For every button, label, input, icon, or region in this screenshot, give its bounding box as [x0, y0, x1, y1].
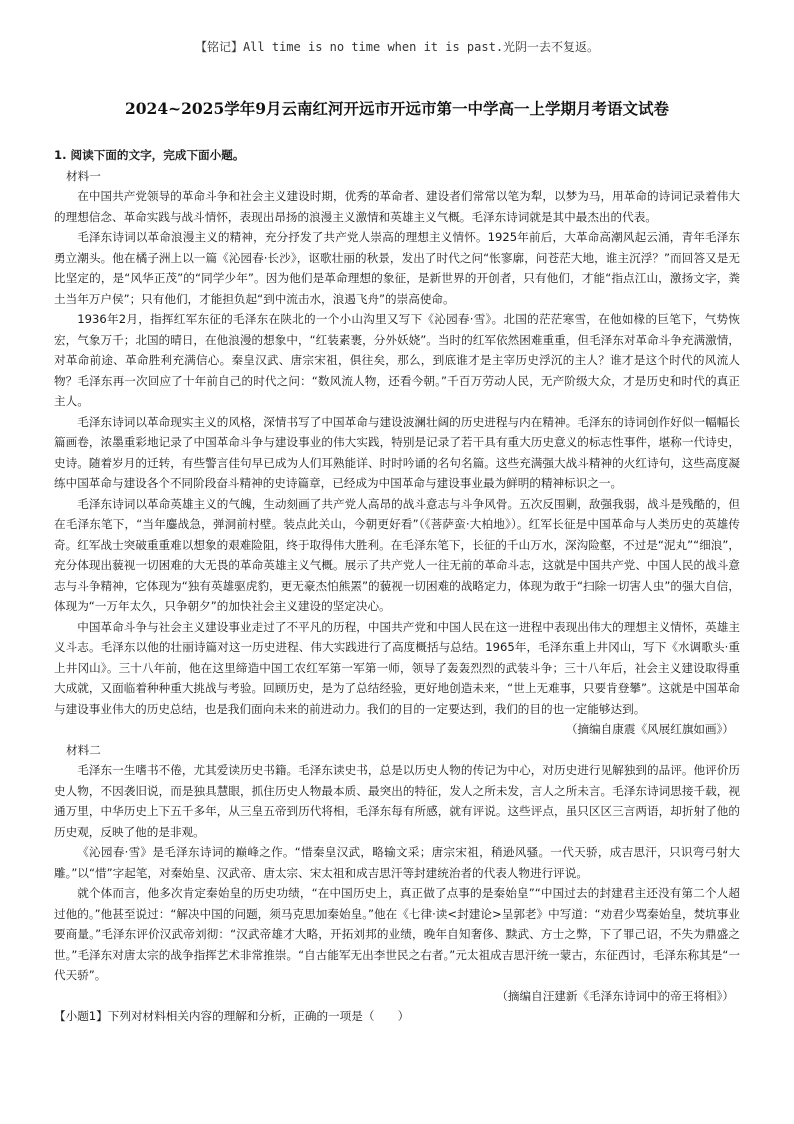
material-1-source: （摘编自康震《风展红旗如画》） — [565, 722, 734, 736]
material-2-paragraph: 就个体而言，他多次肯定秦始皇的历史功绩，“在中国历史上，真正做了点事的是秦始皇”“中国过去的封建君主还没有第二个人超过他的。”他甚至说过：“解决中国的问题，须马克思加秦始皇。”他在《七律·读<封建论>呈郭老》中写道：“劝君少骂秦始皇，焚坑事业要商量。”毛泽东评价汉武帝刘彻：“汉武帝雄才大略，开拓刘邦的业绩，晚年自知奢侈、黩武、方士之弊，下了罪己诏，不失为鼎盛之世。”毛泽东对唐太宗的战争指挥艺术非常推崇。“自古能军无出李世民之右者。”元太祖成吉思汗统一蒙古，东征西讨，毛泽东称其是“一代天骄”。 — [54, 886, 740, 982]
question-body — [54, 145, 740, 1027]
material-1-paragraph: 中国革命斗争与社会主义建设事业走过了不平凡的历程，中国共产党和中国人民在这一进程中表现出伟大的理想主义情怀，英雄主义斗志。毛泽东以他的壮丽诗篇对这一历史进程、伟大实践进行了高度概括与总结。1965年，毛泽东重上井冈山，写下《水调歌头·重上井冈山》。三十八年前，他在这里缔造中国工农红军第一军第一师，领导了轰轰烈烈的武装斗争；三十八年后，社会主义建设取得重大成就，又面临着种种重大挑战与考验。回顾历史，是为了总结经验，更好地创造未来，“世上无难事，只要肯登攀”。这就是中国革命与建设事业伟大的历史总结，也是我们面向未来的前进动力。我们的目的一定要达到，我们的目的也一定能够达到。 — [54, 619, 740, 716]
page-title: 2024~2025学年9月云南红河开远市开远市第一中学高一上学期月考语文试卷 — [124, 99, 670, 118]
material-1-paragraph: 毛泽东诗词以革命现实主义的风格，深情书写了中国革命与建设波澜壮阔的历史进程与内在精神。毛泽东的诗词创作好似一幅幅长篇画卷，浓墨重彩地记录了中国革命斗争与建设事业的伟大实践，特别是记录了若干具有重大历史意义的标志性事件，堪称一代诗史，史诗。随着岁月的迁转，有些警言佳句早已成为人们耳熟能详、时时吟诵的名句名篇。这些充满强大战斗精神的火红诗句，这些高度凝练中国革命与建设各个不同阶段奋斗精神的史诗篇章，已经成为中国革命与建设事业最为鲜明的精神标识之一。 — [54, 414, 740, 490]
material-2-paragraph: 毛泽东一生嗜书不倦，尤其爱读历史书籍。毛泽东读史书，总是以历史人物的传记为中心，对历史进行见解独到的品评。他评价历史人物，不因袭旧说，而是独具慧眼，抓住历史人物最本质、最突出的特征，发人之所未发，言人之所未言。毛泽东诗词思接千载，视通万里，中华历史上下五千多年，从三皇五帝到历代将相，毛泽东每有所感，就有评说。这些评点，虽只区区三言两语，却折射了他的历史观，反映了他的是非观。 — [54, 763, 740, 839]
material-2-label: 材料二 — [66, 742, 101, 757]
material-1-paragraph: 在中国共产党领导的革命斗争和社会主义建设时期，优秀的革命者、建设者们常常以笔为犁，以梦为马，用革命的诗词记录着伟大的理想信念、革命实践与战斗情怀，表现出昂扬的浪漫主义激情和英雄主义气概。毛泽东诗词就是其中最杰出的代表。 — [54, 189, 740, 224]
question-heading: 1. 阅读下面的文字，完成下面小题。 — [54, 148, 245, 162]
material-1-label: 材料一 — [66, 168, 101, 183]
material-2-paragraph: 《沁园春·雪》是毛泽东诗词的巅峰之作。“惜秦皇汉武，略输文采；唐宗宋祖，稍逊风骚。一代天骄，成吉思汗，只识弯弓射大雕。”以“惜”字起笔，对秦始皇、汉武帝、唐太宗、宋太祖和成吉思汗等封建统治者的代表人物进行评说。 — [54, 845, 740, 880]
material-2-source: （摘编自汪建新《毛泽东诗词中的帝王将相》） — [496, 988, 734, 1003]
header-motto: 【铭记】All time is no time when it is past.光阴一去不复返。 — [194, 40, 600, 54]
material-1-paragraph: 毛泽东诗词以革命浪漫主义的精神，充分抒发了共产党人崇高的理想主义情怀。1925年前后，大革命高潮风起云涌，青年毛泽东勇立潮头。他在橘子洲上以一篇《沁园春·长沙》，讴歌壮丽的秋景，发出了时代之问“怅寥廓，问苍茫大地，谁主沉浮？”而回答又是无比坚定的，是“风华正茂”的“同学少年”。因为他们是革命理想的象征，是新世界的开创者，只有他们，才能“指点江山，激扬文字，粪土当年万户侯”；只有他们，才能担负起“到中流击水，浪遏飞舟”的崇高使命。 — [54, 230, 740, 306]
material-1-paragraph: 毛泽东诗词以革命英雄主义的气魄，生动刻画了共产党人高昂的战斗意志与斗争风骨。五次反围剿，敌强我弱，战斗是残酷的，但在毛泽东笔下，“当年鏖战急，弹洞前村壁。装点此关山，今朝更好看”（《菩萨蛮·大柏地》）。红军长征是中国革命与人类历史的英雄传奇。红军战士突破重重难以想象的艰难险阻，终于取得伟大胜利。在毛泽东笔下，长征的千山万水，深沟险壑，不过是“泥丸”“细浪”，充分体现出藐视一切困难的大无畏的革命英雄主义气概。展示了共产党人一往无前的革命斗志，这就是中国共产党、中国人民的战斗意志与斗争精神，它体现为“独有英雄驱虎豹，更无豪杰怕熊罴”的藐视一切困难的战略定力，体现为敢于“扫除一切害人虫”的强大自信，体现为“一万年太久，只争朝夕”的加快社会主义建设的坚定决心。 — [54, 496, 740, 613]
material-1-paragraph: 1936年2月，指挥红军东征的毛泽东在陕北的一个小山沟里又写下《沁园春·雪》。北国的茫茫寒雪，在他如椽的巨笔下，气势恢宏，气象万千；北国的晴日，在他浪漫的想象中，“红装素裹，分外妖娆”。当时的红军依然困难重重，但毛泽东对革命斗争充满激情，对革命前途、革命胜利充满信心。秦皇汉武、唐宗宋祖，俱往矣，那么，到底谁才是主宰历史浮沉的主人？谁才是这个时代的风流人物？毛泽东再一次回应了十年前自己的时代之问：“数风流人物，还看今朝。”千百万劳动人民，无产阶级大众，才是历史和时代的真正主人。 — [54, 312, 740, 408]
subquestion-1: 【小题1】下列对材料相关内容的理解和分析，正确的一项是（ ） — [54, 1009, 410, 1023]
